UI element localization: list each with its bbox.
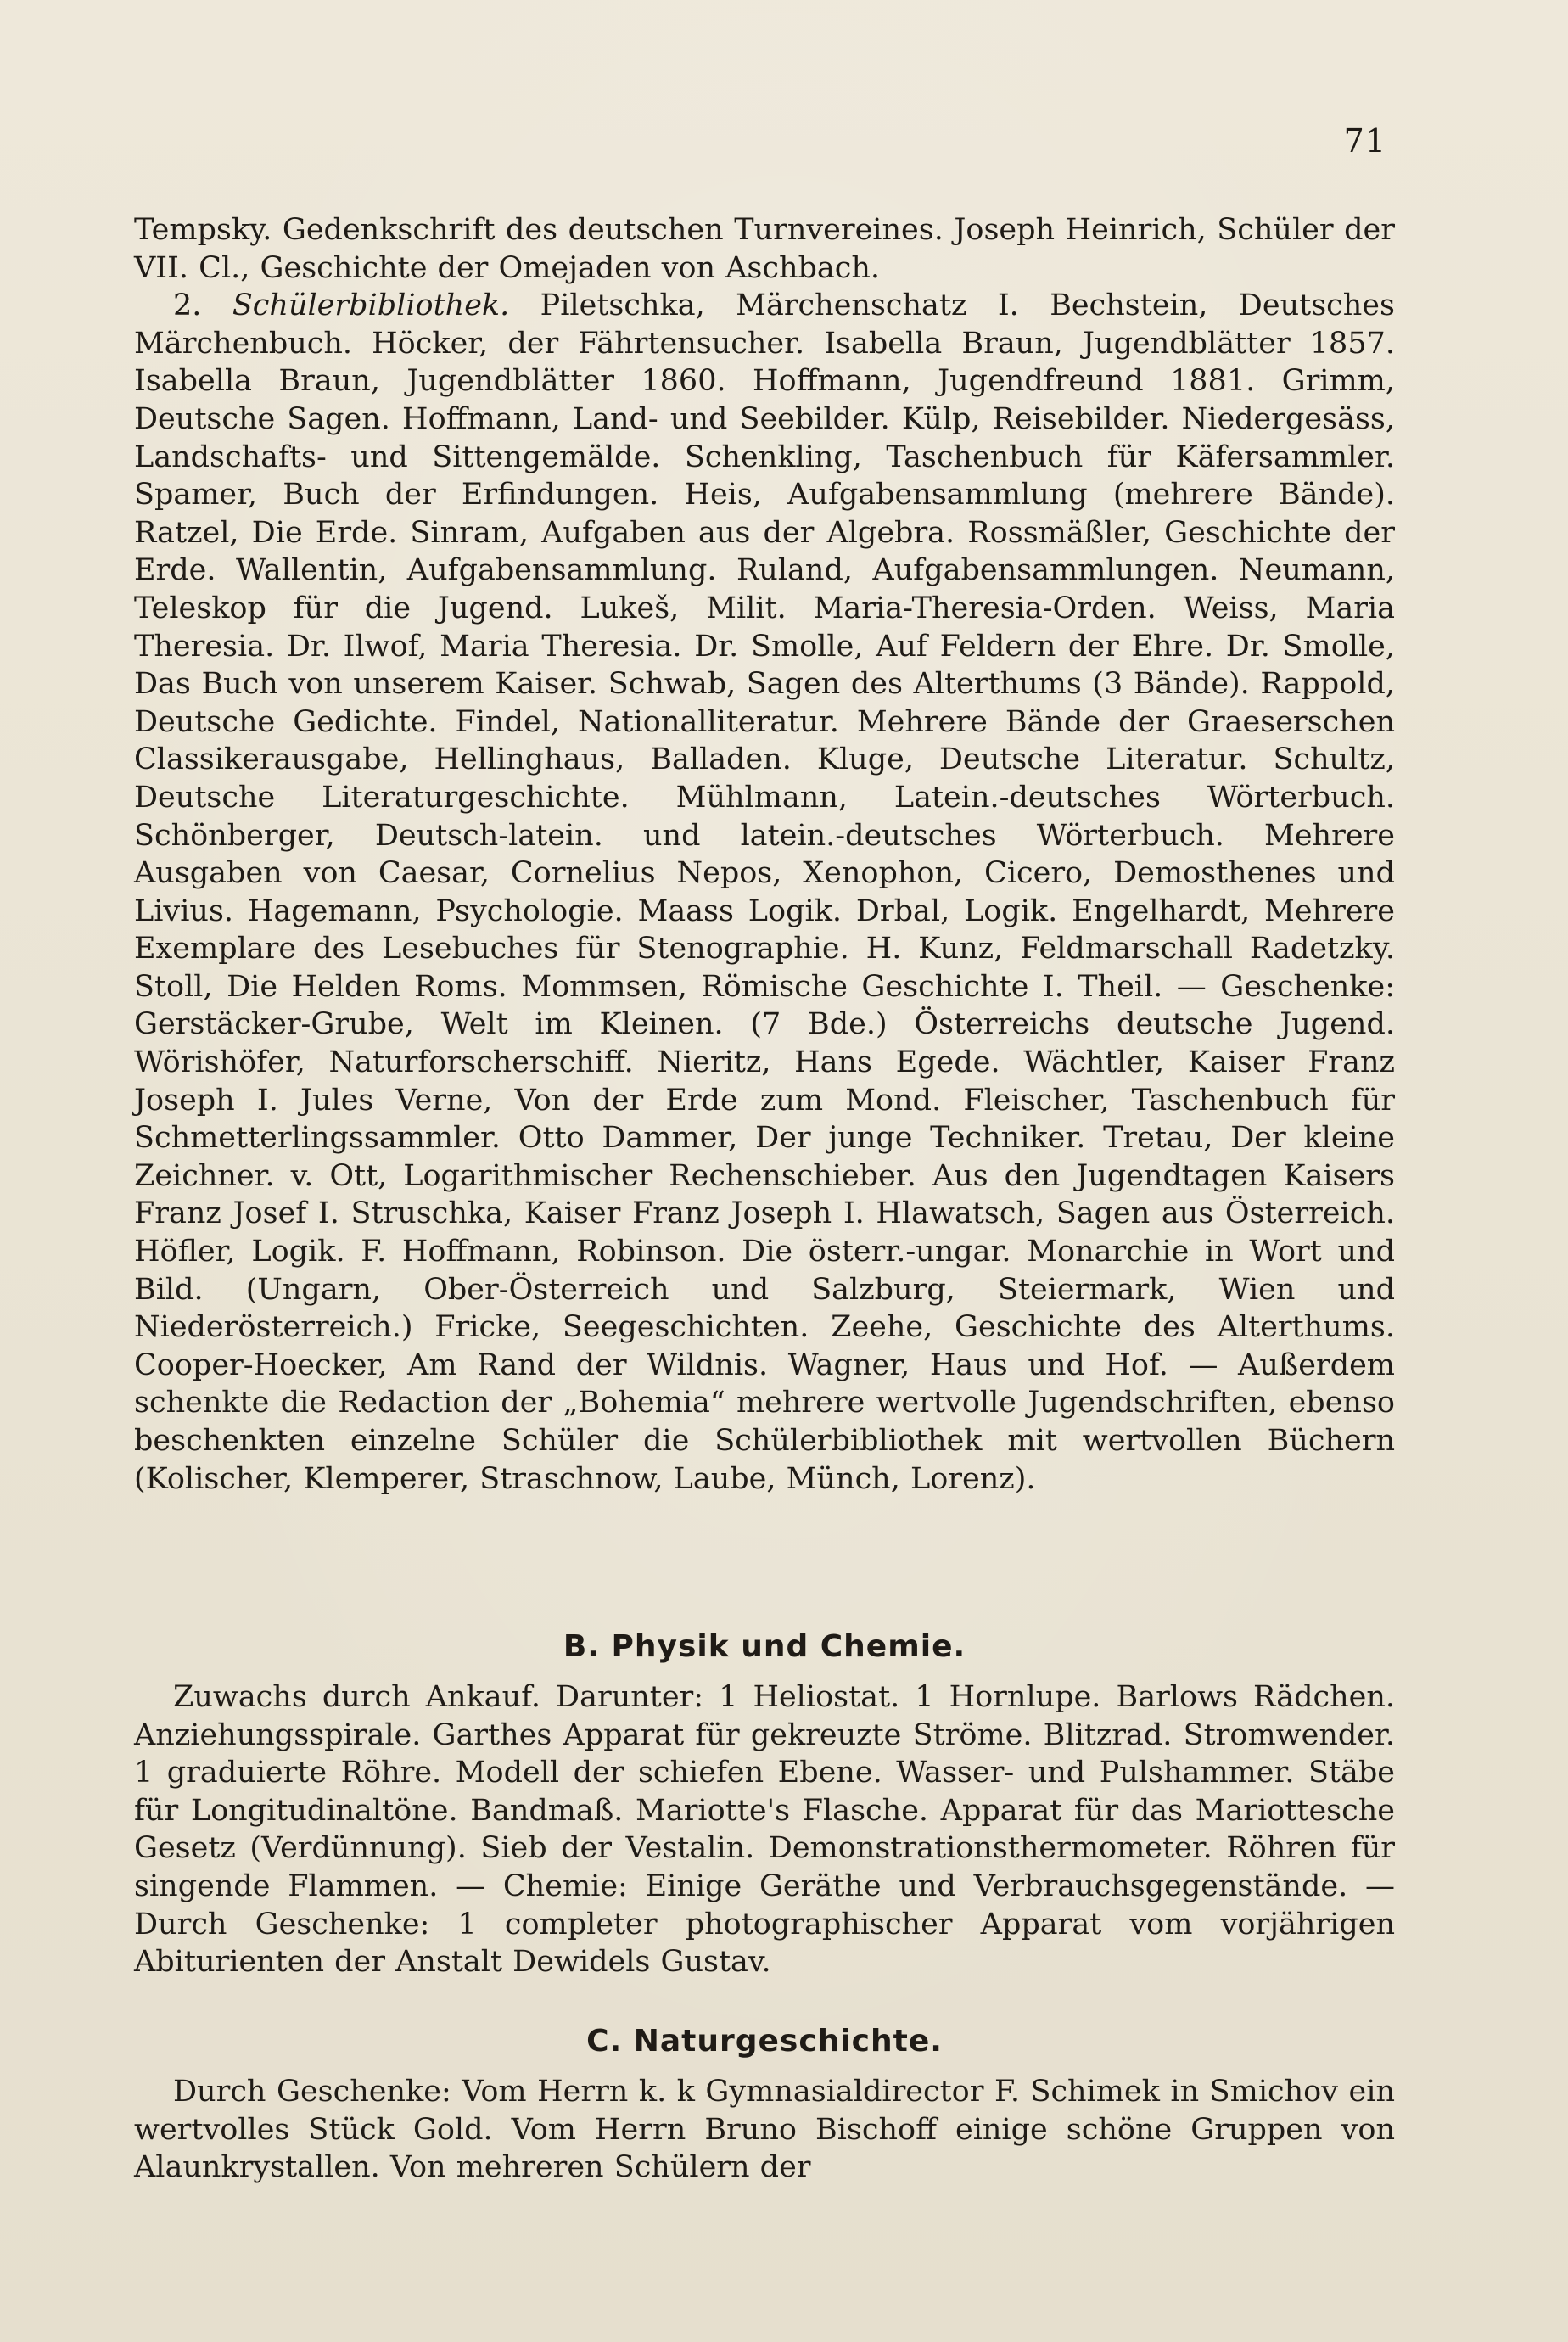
- library-section: [134, 211, 1395, 1498]
- section-heading-natural-history: C. Naturgeschichte.: [586, 2024, 943, 2059]
- library-heading: Schülerbibliothek.: [232, 289, 510, 323]
- section-heading-physics: B. Physik und Chemie.: [563, 1629, 966, 1664]
- natural-history-paragraph: Durch Geschenke: Vom Herrn k. k Gymnasialdirector F. Schimek in Smichov ein wertvolles Stück Gold. Vom Herrn Bruno Bischoff einige schöne Gruppen von Alaunkrystallen. Von mehreren Schülern der: [134, 2075, 1395, 2185]
- physics-paragraph: Zuwachs durch Ankauf. Darunter: 1 Heliostat. 1 Hornlupe. Barlows Rädchen. Anziehungsspirale. Garthes Apparat für gekreuzte Ströme. Blitzrad. Stromwender. 1 graduierte Röhre. Modell der schiefen Ebene. Wasser- und Pulshammer. Stäbe für Longitudinaltöne. Bandmaß. Mariotte's Flasche. Apparat für das Mariottesche Gesetz (Verdünnung). Sieb der Vestalin. Demonstrationsthermometer. Röhren für singende Flammen. — Chemie: Einige Geräthe und Verbrauchsgegenstände. — Durch Geschenke: 1 completer photographischer Apparat vom vorjährigen Abiturienten der Anstalt Dewidels Gustav.: [134, 1680, 1395, 1980]
- natural-history-section: [134, 2073, 1395, 2187]
- physics-section: [134, 1678, 1395, 1981]
- library-number: 2.: [173, 289, 202, 323]
- opening-paragraph: Tempsky. Gedenkschrift des deutschen Turnvereines. Joseph Heinrich, Schüler der VII. Cl., Geschichte der Omejaden von Aschbach.: [134, 213, 1395, 285]
- library-paragraph: [134, 287, 1395, 1498]
- page-number: 71: [1343, 122, 1386, 160]
- library-text: Piletschka, Märchenschatz I. Bechstein, Deutsches Märchenbuch. Höcker, der Fährtensucher. Isabella Braun, Jugendblätter 1857. Isabella Braun, Jugendblätter 1860. Hoffmann, Jugendfreund 1881. Grimm, Deutsche Sagen. Hoffmann, Land- und Seebilder. Külp, Reisebilder. Niedergesäss, Landschafts- und Sittengemälde. Schenkling, Taschenbuch für Käfersammler. Spamer, Buch der Erfindungen. Heis, Aufgabensammlung (mehrere Bände). Ratzel, Die Erde. Sinram, Aufgaben aus der Algebra. Rossmäßler, Geschichte der Erde. Wallentin, Aufgabensammlung. Ruland, Aufgabensammlungen. Neumann, Teleskop für die Jugend. Lukeš, Milit. Maria-Theresia-Orden. Weiss, Maria Theresia. Dr. Ilwof, Maria Theresia. Dr. Smolle, Auf Feldern der Ehre. Dr. Smolle, Das Buch von unserem Kaiser. Schwab, Sagen des Alterthums (3 Bände). Rappold, Deutsche Gedichte. Findel, Nationalliteratur. Mehrere Bände der Graeserschen Classikerausgabe, Hellinghaus, Balladen. Kluge, Deutsche Literatur. Schultz, Deutsche Literaturgeschichte. Mühlmann, Latein.-deutsches Wörterbuch. Schönberger, Deutsch-latein. und latein.-deutsches Wörterbuch. Mehrere Ausgaben von Caesar, Cornelius Nepos, Xenophon, Cicero, Demosthenes und Livius. Hagemann, Psychologie. Maass Logik. Drbal, Logik. Engelhardt, Mehrere Exemplare des Lesebuches für Stenographie. H. Kunz, Feldmarschall Radetzky. Stoll, Die Helden Roms. Mommsen, Römische Geschichte I. Theil. — Geschenke: Gerstäcker-Grube, Welt im Kleinen. (7 Bde.) Österreichs deutsche Jugend. Wörishöfer, Naturforscherschiff. Nieritz, Hans Egede. Wächtler, Kaiser Franz Joseph I. Jules Verne, Von der Erde zum Mond. Fleischer, Taschenbuch für Schmetterlingssammler. Otto Dammer, Der junge Techniker. Tretau, Der kleine Zeichner. v. Ott, Logarithmischer Rechenschieber. Aus den Jugendtagen Kaisers Franz Josef I. Struschka, Kaiser Franz Joseph I. Hlawatsch, Sagen aus Österreich. Höfler, Logik. F. Hoffmann, Robinson. Die österr.-ungar. Monarchie in Wort und Bild. (Ungarn, Ober-Österreich und Salzburg, Steiermark, Wien und Niederösterreich.) Fricke, Seegeschichten. Zeehe, Geschichte des Alterthums. Cooper-Hoecker, Am Rand der Wildnis. Wagner, Haus und Hof. — Außerdem schenkte die Redaction der „Bohemia“ mehrere wertvolle Jugendschriften, ebenso beschenkten einzelne Schüler die Schülerbibliothek mit wertvollen Büchern (Kolischer, Klemperer, Straschnow, Laube, Münch, Lorenz).: [134, 289, 1395, 1496]
